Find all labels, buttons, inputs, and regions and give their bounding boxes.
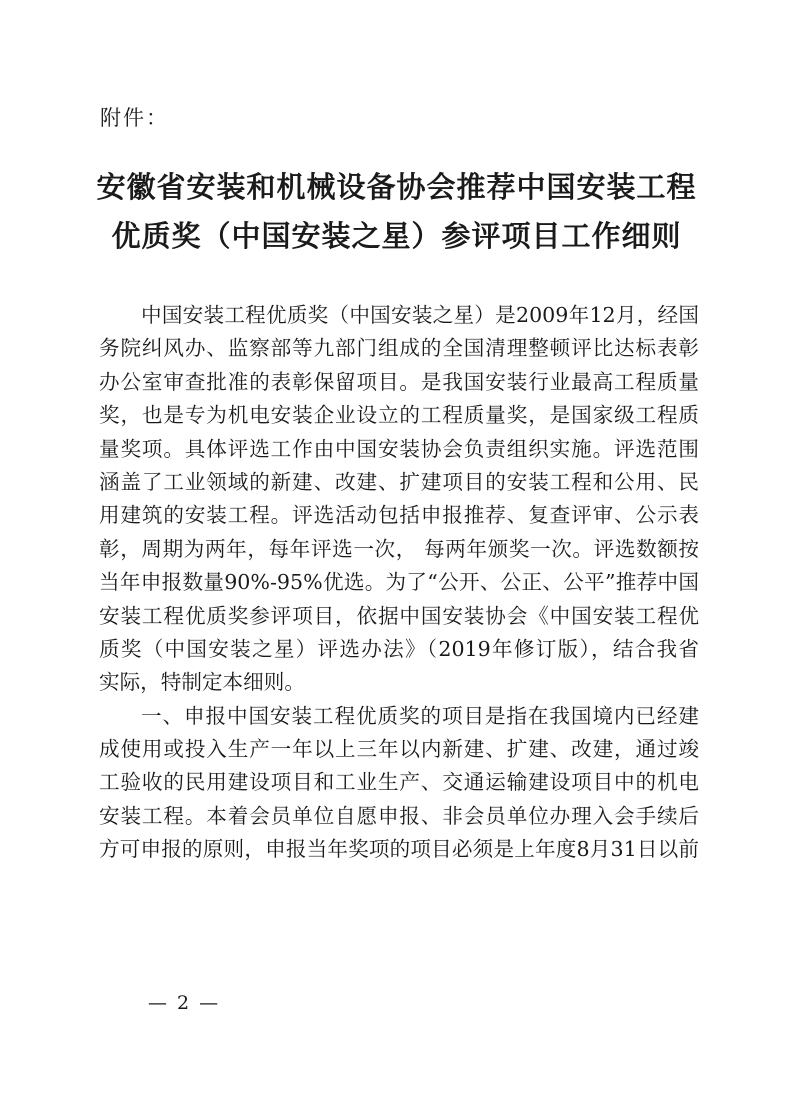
text-line: 办公室审查批准的表彰保留项目。是我国安装行业最高工程质量 — [99, 369, 699, 394]
text-line: 实际，特制定本细则。 — [99, 670, 305, 695]
text-line: 成使用或投入生产一年以上三年以内新建、扩建、改建，通过竣 — [99, 737, 699, 762]
body-text — [99, 299, 699, 867]
paragraph-section-1 — [99, 700, 699, 867]
text-line: 方可申报的原则，申报当年奖项的项目必须是上年度8月31日以前 — [99, 837, 699, 862]
text-line: 彰，周期为两年，每年评选一次， 每两年颁奖一次。评选数额按 — [99, 536, 699, 561]
text-line: 用建筑的安装工程。评选活动包括申报推荐、复查评审、公示表 — [99, 503, 699, 528]
title-line-2: 优质奖（中国安装之星）参评项目工作细则 — [111, 219, 682, 253]
title-line-1: 安徽省安装和机械设备协会推荐中国安装工程 — [96, 170, 697, 204]
text-line: 质奖（中国安装之星）评选办法》（2019年修订版），结合我省 — [99, 636, 699, 661]
text-line: 涵盖了工业领域的新建、改建、扩建项目的安装工程和公用、民 — [99, 469, 699, 494]
text-line: 奖，也是专为机电安装企业设立的工程质量奖，是国家级工程质 — [99, 403, 699, 428]
attachment-label: 附件： — [100, 106, 169, 130]
text-line: 务院纠风办、监察部等九部门组成的全国清理整顿评比达标表彰 — [99, 336, 699, 361]
text-line: 中国安装工程优质奖（中国安装之星）是2009年12月，经国 — [141, 303, 699, 327]
text-line: 当年申报数量90%-95%优选。为了“公开、公正、公平”推荐中国 — [99, 570, 699, 595]
text-line: 安装工程优质奖参评项目，依据中国安装协会《中国安装工程优 — [99, 603, 699, 628]
text-line: 量奖项。具体评选工作由中国安装协会负责组织实施。评选范围 — [99, 436, 699, 461]
text-line: 一、申报中国安装工程优质奖的项目是指在我国境内已经建 — [141, 703, 699, 728]
text-line: 工验收的民用建设项目和工业生产、交通运输建设项目中的机电 — [99, 770, 699, 795]
page-number: — 2 — — [148, 992, 221, 1014]
paragraph-intro — [99, 299, 699, 700]
text-line: 安装工程。本着会员单位自愿申报、非会员单位办理入会手续后 — [99, 803, 699, 828]
document-title — [60, 163, 733, 261]
